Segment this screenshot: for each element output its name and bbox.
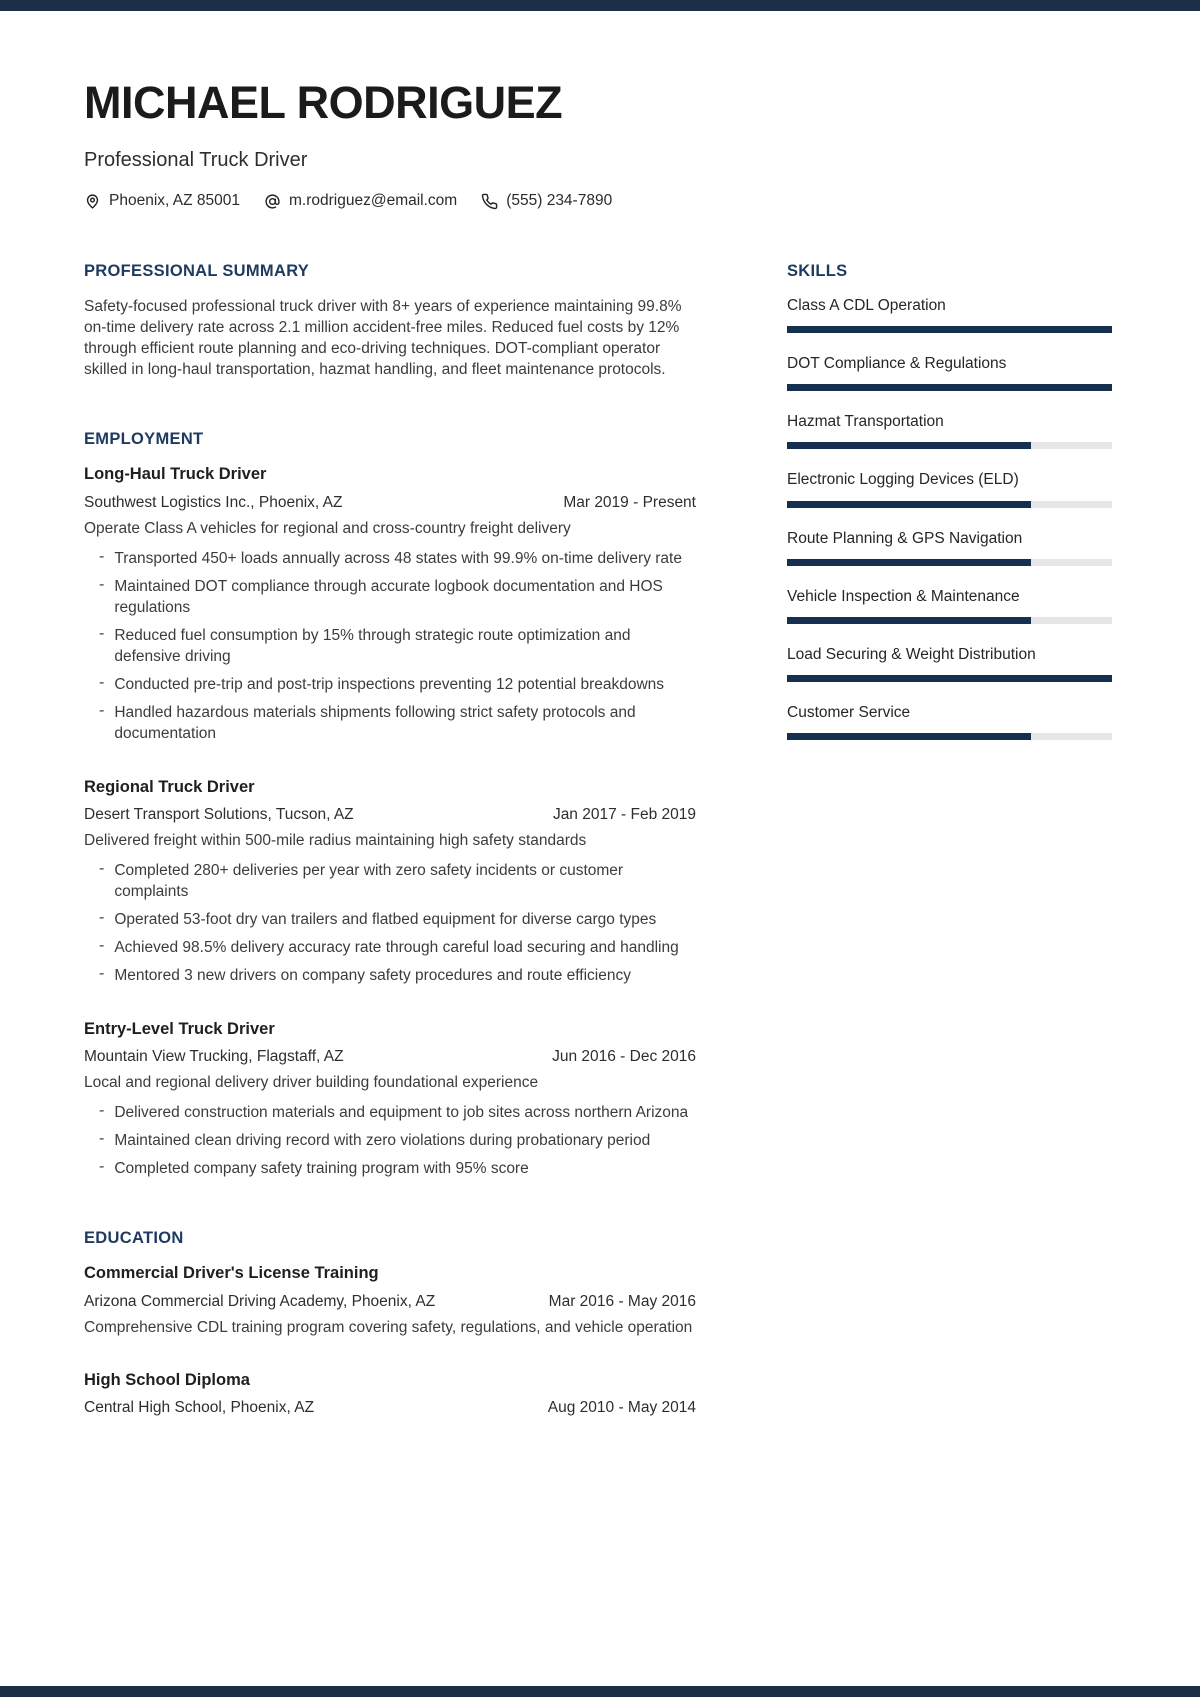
skill-label: Class A CDL Operation <box>787 297 946 314</box>
education-heading: EDUCATION <box>84 1229 184 1248</box>
candidate-name: MICHAEL RODRIGUEZ <box>84 77 563 128</box>
job-bullet <box>84 674 696 695</box>
right-column <box>787 262 1112 1418</box>
job-organization: Desert Transport Solutions, Tucson, AZ <box>84 805 354 823</box>
skill-item <box>787 587 1112 624</box>
employment-heading: EMPLOYMENT <box>84 430 204 449</box>
location-pin-icon <box>84 193 101 210</box>
bullet-text: Operated 53-foot dry van trailers and flatbed equipment for diverse cargo types <box>114 911 657 929</box>
bullet-text: Conducted pre-trip and post-trip inspections preventing 12 potential breakdowns <box>114 676 665 694</box>
education-organization: Central High School, Phoenix, AZ <box>84 1399 315 1417</box>
bullet-dash: - <box>99 937 105 955</box>
education-dates: Mar 2016 - May 2016 <box>548 1292 696 1310</box>
bullet-dash: - <box>99 965 105 983</box>
job-bullet <box>84 625 696 667</box>
job-entry <box>84 464 696 744</box>
job-bullet <box>84 860 696 902</box>
bullet-dash: - <box>99 625 105 643</box>
skill-item <box>787 354 1112 391</box>
job-org-row <box>84 1046 696 1067</box>
bullet-text: Maintained DOT compliance through accurate logbook documentation and HOS regulations <box>114 577 663 617</box>
bullet-text: Reduced fuel consumption by 15% through strategic route optimization and defensive driving <box>114 627 631 666</box>
job-entry <box>84 777 696 987</box>
skill-bar-fill <box>787 675 1112 682</box>
job-bullet-list <box>84 860 696 986</box>
job-organization: Southwest Logistics Inc., Phoenix, AZ <box>84 493 343 511</box>
skill-bar-fill <box>787 559 1031 566</box>
job-bullet-list <box>84 548 696 745</box>
skill-bar-track <box>787 326 1112 333</box>
bullet-dash: - <box>99 702 105 720</box>
skill-bar-fill <box>787 326 1112 333</box>
job-description: Delivered freight within 500-mile radius maintaining high safety standards <box>84 832 587 850</box>
top-border-bar <box>0 0 1200 11</box>
job-description: Operate Class A vehicles for regional and cross-country freight delivery <box>84 519 571 537</box>
job-entry <box>84 1019 696 1180</box>
skill-label: Hazmat Transportation <box>787 413 944 431</box>
job-dates: Jan 2017 - Feb 2019 <box>552 805 696 823</box>
bullet-dash: - <box>99 1102 105 1120</box>
job-bullet <box>84 965 696 986</box>
job-bullet <box>84 702 696 744</box>
education-dates: Aug 2010 - May 2014 <box>547 1399 696 1417</box>
bullet-text: Maintained clean driving record with zero violations during probationary period <box>114 1132 651 1150</box>
skill-item <box>787 470 1112 507</box>
content-columns <box>84 262 1112 1418</box>
section-employment <box>84 430 696 1179</box>
education-organization: Arizona Commercial Driving Academy, Phoenix, AZ <box>84 1292 436 1310</box>
education-description: Comprehensive CDL training program covering safety, regulations, and vehicle operation <box>84 1318 693 1336</box>
bullet-text: Completed company safety training program with 95% score <box>114 1160 529 1178</box>
bullet-dash: - <box>99 1130 105 1148</box>
job-bullet <box>84 1158 696 1179</box>
job-description: Local and regional delivery driver building foundational experience <box>84 1074 539 1092</box>
job-bullet <box>84 548 696 569</box>
education-title: High School Diploma <box>84 1370 250 1389</box>
bottom-border-bar <box>0 1686 1200 1697</box>
skill-label: Electronic Logging Devices (ELD) <box>787 471 1019 489</box>
skill-item <box>787 703 1112 740</box>
job-title: Regional Truck Driver <box>84 777 255 796</box>
bullet-dash: - <box>99 547 105 565</box>
skill-item <box>787 296 1112 333</box>
education-org-row <box>84 1397 696 1418</box>
bullet-dash: - <box>99 909 105 927</box>
skills-heading: SKILLS <box>787 262 848 280</box>
skill-bar-track <box>787 442 1112 449</box>
job-bullet <box>84 909 696 930</box>
at-sign-icon <box>264 193 281 210</box>
skill-label: Route Planning & GPS Navigation <box>787 529 1023 547</box>
phone-icon <box>481 193 498 210</box>
job-organization: Mountain View Trucking, Flagstaff, AZ <box>84 1047 344 1065</box>
job-bullet <box>84 576 696 618</box>
contact-phone <box>481 192 612 210</box>
skill-item <box>787 529 1112 566</box>
bullet-dash: - <box>99 575 105 593</box>
summary-text: Safety-focused professional truck driver with 8+ years of experience maintaining 99.8% on-time delivery rate across 2.1 million accident-free miles. Reduced fuel costs by 12% through efficient route planning and eco-driving techniques. DOT-compliant operator skilled in long-haul transportation, hazmat handling, and fleet maintenance protocols. <box>84 298 682 379</box>
job-bullet <box>84 1130 696 1151</box>
resume-header <box>84 77 1112 210</box>
skill-bar-fill <box>787 733 1031 740</box>
bullet-text: Handled hazardous materials shipments following strict safety protocols and documentation <box>114 704 636 743</box>
bullet-text: Transported 450+ loads annually across 48 states with 99.9% on-time delivery rate <box>114 549 682 567</box>
skill-bar-fill <box>787 384 1112 391</box>
job-title: Long-Haul Truck Driver <box>84 465 267 484</box>
education-entry <box>84 1370 696 1419</box>
contact-row <box>84 192 1112 210</box>
skill-item <box>787 645 1112 682</box>
bullet-text: Delivered construction materials and equipment to job sites across northern Arizona <box>114 1104 689 1122</box>
job-bullet <box>84 937 696 958</box>
section-education <box>84 1229 696 1418</box>
skill-label: DOT Compliance & Regulations <box>787 355 1007 373</box>
bullet-text: Completed 280+ deliveries per year with zero safety incidents or customer complaints <box>114 862 624 901</box>
bullet-text: Achieved 98.5% delivery accuracy rate through careful load securing and handling <box>114 939 679 957</box>
skill-label: Load Securing & Weight Distribution <box>787 645 1036 663</box>
education-entry <box>84 1263 696 1338</box>
contact-location-text: Phoenix, AZ 85001 <box>109 192 240 209</box>
education-title: Commercial Driver's License Training <box>84 1264 379 1283</box>
summary-heading: PROFESSIONAL SUMMARY <box>84 262 310 280</box>
job-title: Entry-Level Truck Driver <box>84 1019 275 1038</box>
skill-bar-fill <box>787 617 1031 624</box>
contact-phone-text: (555) 234-7890 <box>506 192 613 209</box>
skill-bar-track <box>787 501 1112 508</box>
skill-bar-fill <box>787 501 1031 508</box>
contact-email <box>264 192 457 210</box>
skill-item <box>787 412 1112 449</box>
skill-bar-track <box>787 384 1112 391</box>
bullet-dash: - <box>99 860 105 878</box>
skill-label: Customer Service <box>787 703 911 721</box>
job-dates: Jun 2016 - Dec 2016 <box>552 1047 696 1065</box>
skill-label: Vehicle Inspection & Maintenance <box>787 587 1020 605</box>
section-skills <box>787 262 1112 740</box>
skill-bar-track <box>787 675 1112 682</box>
job-org-row <box>84 804 696 825</box>
job-bullet <box>84 1102 696 1123</box>
bullet-text: Mentored 3 new drivers on company safety procedures and route efficiency <box>114 967 631 985</box>
contact-email-text: m.rodriguez@email.com <box>289 192 458 209</box>
skill-bar-fill <box>787 442 1031 449</box>
bullet-dash: - <box>99 1158 105 1176</box>
contact-location <box>84 192 240 210</box>
education-org-row <box>84 1291 696 1312</box>
skill-bar-track <box>787 559 1112 566</box>
left-column <box>84 262 696 1418</box>
section-professional-summary <box>84 262 696 380</box>
job-dates: Mar 2019 - Present <box>563 493 696 511</box>
skill-bar-track <box>787 617 1112 624</box>
job-bullet-list <box>84 1102 696 1179</box>
bullet-dash: - <box>99 674 105 692</box>
candidate-title: Professional Truck Driver <box>84 149 308 171</box>
job-org-row <box>84 492 696 513</box>
skill-bar-track <box>787 733 1112 740</box>
